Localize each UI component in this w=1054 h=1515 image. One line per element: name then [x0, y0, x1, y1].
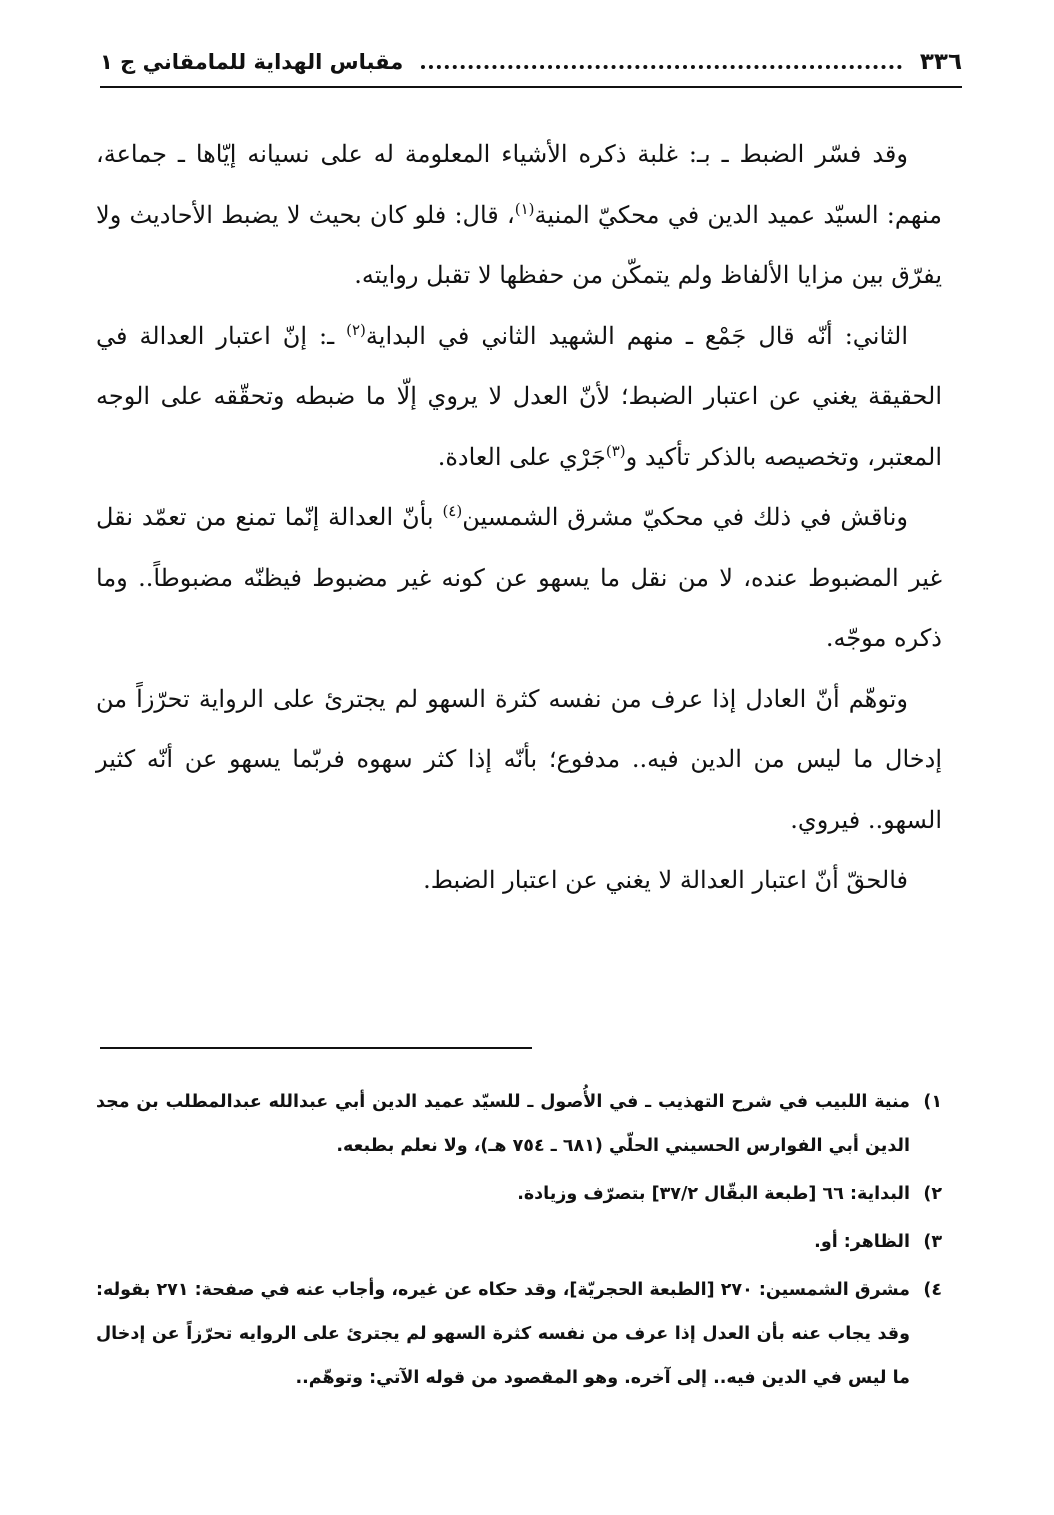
footnote-text: الظاهر: أو.	[814, 1232, 910, 1252]
paragraph-2	[96, 306, 942, 488]
footnote-number: ٤)	[923, 1280, 942, 1300]
paragraph-text: ـ: إنّ اعتبار العدالة في الحقيقة يغني عن اعتبار الضبط؛ لأنّ العدل لا يروي إلّا ما ضبطه وتحقّقه على الوجه المعتبر، وتخصيصه بالذكر تأكيد و	[96, 321, 942, 471]
paragraph-text: وقد فسّر الضبط ـ بـ: غلبة ذكره الأشياء المعلومة له على نسيانه إيّاها ـ جماعة، منهم: السيّد عميد الدين في محكيّ المنية	[96, 140, 942, 229]
paragraph-5	[96, 850, 942, 911]
footnotes	[96, 1080, 942, 1404]
page-header	[100, 40, 962, 84]
paragraph-text: وتوهّم أنّ العادل إذا عرف من نفسه كثرة السهو لم يجترئ على الرواية تحرّزاً من إدخال ما ليس من الدين فيه.. مدفوع؛ بأنّه إذا كثر سهوه فربّما يسهو عن أنّه كثير السهو.. فيروي.	[96, 684, 942, 834]
footnote-text: منية اللبيب في شرح التهذيب ـ في الأُصول ـ للسيّد عميد الدين أبي عبدالله عبدالمطلب بن مجد الدين أبي الفوارس الحسيني الحلّي (٦٨١ ـ ٧٥٤ هـ)، ولا نعلم بطبعه.	[96, 1092, 910, 1156]
footnote-separator	[100, 1047, 532, 1049]
footnote-text: مشرق الشمسين: ٢٧٠ [الطبعة الحجريّة]، وقد حكاه عن غيره، وأجاب عنه في صفحة: ٢٧١ بقوله: وقد يجاب عنه بأن العدل إذا عرف من نفسه كثرة السهو لم يجترئ على الروايه تحرّزاً عن إدخال ما ليس في الدين فيه.. إلى آخره. وهو المقصود من قوله الآتي: وتوهّم..	[96, 1280, 911, 1388]
footnote-ref-1: (١)	[514, 199, 535, 218]
paragraph-text: ، قال: فلو كان بحيث لا يضبط الأحاديث ولا يفرّق بين مزايا الألفاظ ولم يتمكّن من حفظها لا تقبل روايته.	[96, 200, 942, 289]
main-text	[96, 124, 942, 911]
footnote-2	[96, 1172, 942, 1216]
footnote-4	[96, 1268, 942, 1400]
footnote-3	[96, 1220, 942, 1264]
footnote-number: ٣)	[923, 1232, 942, 1252]
paragraph-text: جَرْي على العادة.	[437, 442, 606, 471]
page-number: ٣٣٦	[919, 49, 962, 75]
footnote-number: ٢)	[923, 1184, 942, 1204]
running-title: مقباس الهداية للمامقاني ج ١	[100, 50, 404, 74]
header-dot-leader	[421, 65, 902, 69]
paragraph-text: وناقش في ذلك في محكيّ مشرق الشمسين	[462, 503, 908, 531]
paragraph-1	[96, 124, 942, 306]
footnote-ref-3: (٣)	[605, 441, 626, 460]
footnote-1	[96, 1080, 942, 1168]
footnote-ref-4: (٤)	[442, 502, 463, 520]
footnote-ref-2: (٢)	[346, 320, 366, 339]
paragraph-4	[96, 669, 942, 851]
paragraph-text: بأنّ العدالة إنّما تمنع من تعمّد نقل غير المضبوط عنده، لا من نقل ما يسهو عن كونه غير مضبوط فيظنّه مضبوطاً.. وما ذكره موجّه.	[96, 503, 942, 652]
footnote-text: البداية: ٦٦ [طبعة البقّال ٣٧/٢] بتصرّف وزيادة.	[517, 1184, 910, 1204]
footnote-number: ١)	[923, 1092, 942, 1112]
header-rule	[100, 86, 962, 88]
paragraph-text: فالحقّ أنّ اعتبار العدالة لا يغني عن اعتبار الضبط.	[423, 866, 908, 894]
paragraph-3	[96, 487, 942, 669]
paragraph-text: الثاني: أنّه قال جَمْع ـ منهم الشهيد الثاني في البداية	[365, 321, 908, 350]
